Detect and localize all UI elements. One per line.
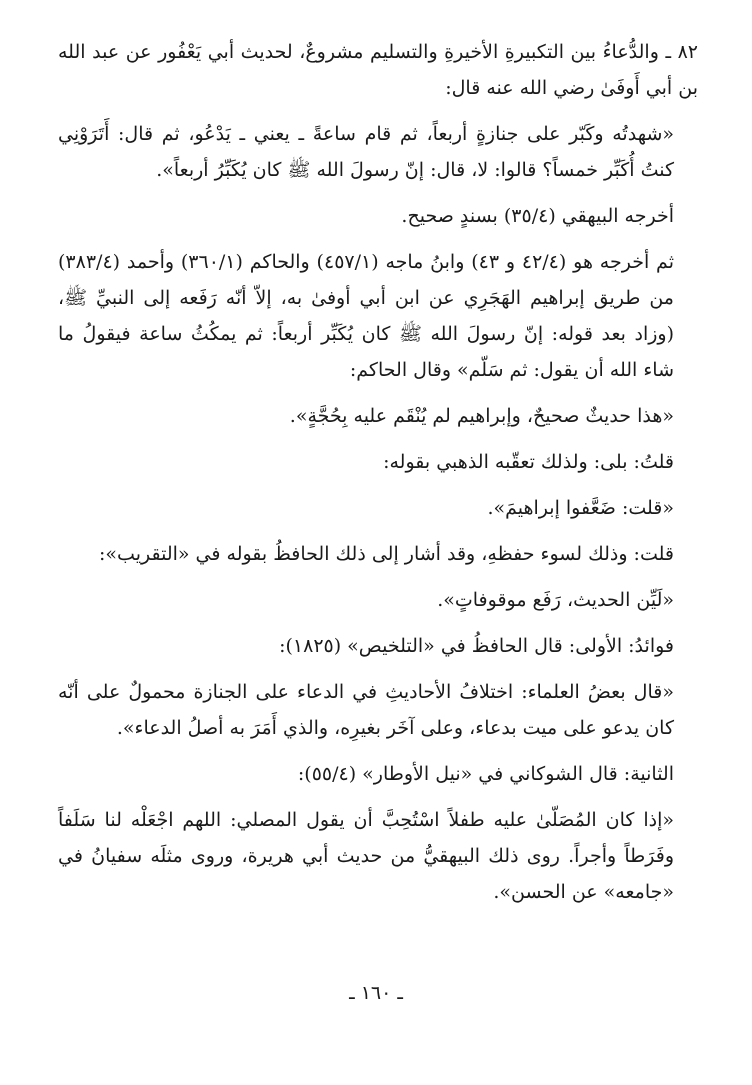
paragraph-quote-scholars: «قال بعضُ العلماء: اختلافُ الأحاديثِ في الدعاء على الجنازة محمولٌ على أنّه كان يدعو على ميت بدعاء، وعلى آخَر بغيرِه، والذي أَمَرَ به أصلُ الدعاء». — [58, 681, 674, 739]
paragraph-source: أخرجه البيهقي (٣٥/٤) بسندٍ صحيح. — [401, 205, 674, 227]
paragraph-hadith-number: ٨٢ ـ والدُّعاءُ بين التكبيرةِ الأخيرةِ والتسليم مشروعٌ، لحديث أبي يَعْفُور عن عبد الله بن أبي أَوفَىٰ رضي الله عنه قال: — [58, 41, 698, 99]
paragraph-comment-1: قلتُ: بلى: ولذلك تعقّبه الذهبي بقوله: — [383, 451, 674, 473]
paragraph-quote-dhahabi: «قلت: ضَعَّفوا إبراهيمَ». — [487, 497, 674, 519]
paragraph-quote-taqrib: «لَيِّن الحديث، رَفَع موقوفاتٍ». — [437, 589, 674, 611]
paragraph-narration: ثم أخرجه هو (٤٢/٤ و ٤٣) وابنُ ماجه (٤٥٧/١) والحاكم (٣٦٠/١) وأحمد (٣٨٣/٤) من طريق إبراهيم الهَجَرِي عن ابن أبي أوفىٰ به، إلاّ أنّه رَفَعه إلى النبيِّ ﷺ، (وزاد بعد قوله: إنّ رسولَ الله ﷺ كان يُكَبِّر أربعاً: ثم يمكُثُ ساعة فيقولُ ما شاء الله أن يقول: ثم سَلّم» وقال الحاكم: — [58, 251, 674, 381]
page-number: ـ ١٦٠ ـ — [349, 982, 403, 1004]
page-body — [58, 34, 698, 920]
paragraph-benefit-1: فوائدُ: الأولى: قال الحافظُ في «التلخيص» (١٨٢٥): — [279, 635, 674, 657]
paragraph-quote-hakim: «هذا حديثٌ صحيحٌ، وإبراهيم لم يُنْقَم عليه بِحُجَّةٍ». — [289, 405, 674, 427]
paragraph-benefit-2: الثانية: قال الشوكاني في «نيل الأوطار» (٥٥/٤): — [297, 763, 674, 785]
paragraph-quote-shawkani: «إذا كان المُصَلّىٰ عليه طفلاً اسْتُحِبَّ أن يقول المصلي: اللهم اجْعَلْه لنا سَلَفاً وفَرَطاً وأجراً. روى ذلك البيهقيُّ من حديث أبي هريرة، وروى مثلَه سفيانُ في «جامعه» عن الحسن». — [58, 809, 674, 903]
paragraph-comment-2: قلت: وذلك لسوء حفظهِ، وقد أشار إلى ذلك الحافظُ بقوله في «التقريب»: — [99, 543, 674, 565]
paragraph-quote-1: «شهدتُه وكَبّر على جنازةٍ أربعاً، ثم قام ساعةً ـ يعني ـ يَدْعُو، ثم قال: أَتَرَوْنِي كنتُ أُكَبِّر خمساً؟ قالوا: لا، قال: إنّ رسولَ الله ﷺ كان يُكَبِّرُ أربعاً». — [58, 123, 674, 181]
